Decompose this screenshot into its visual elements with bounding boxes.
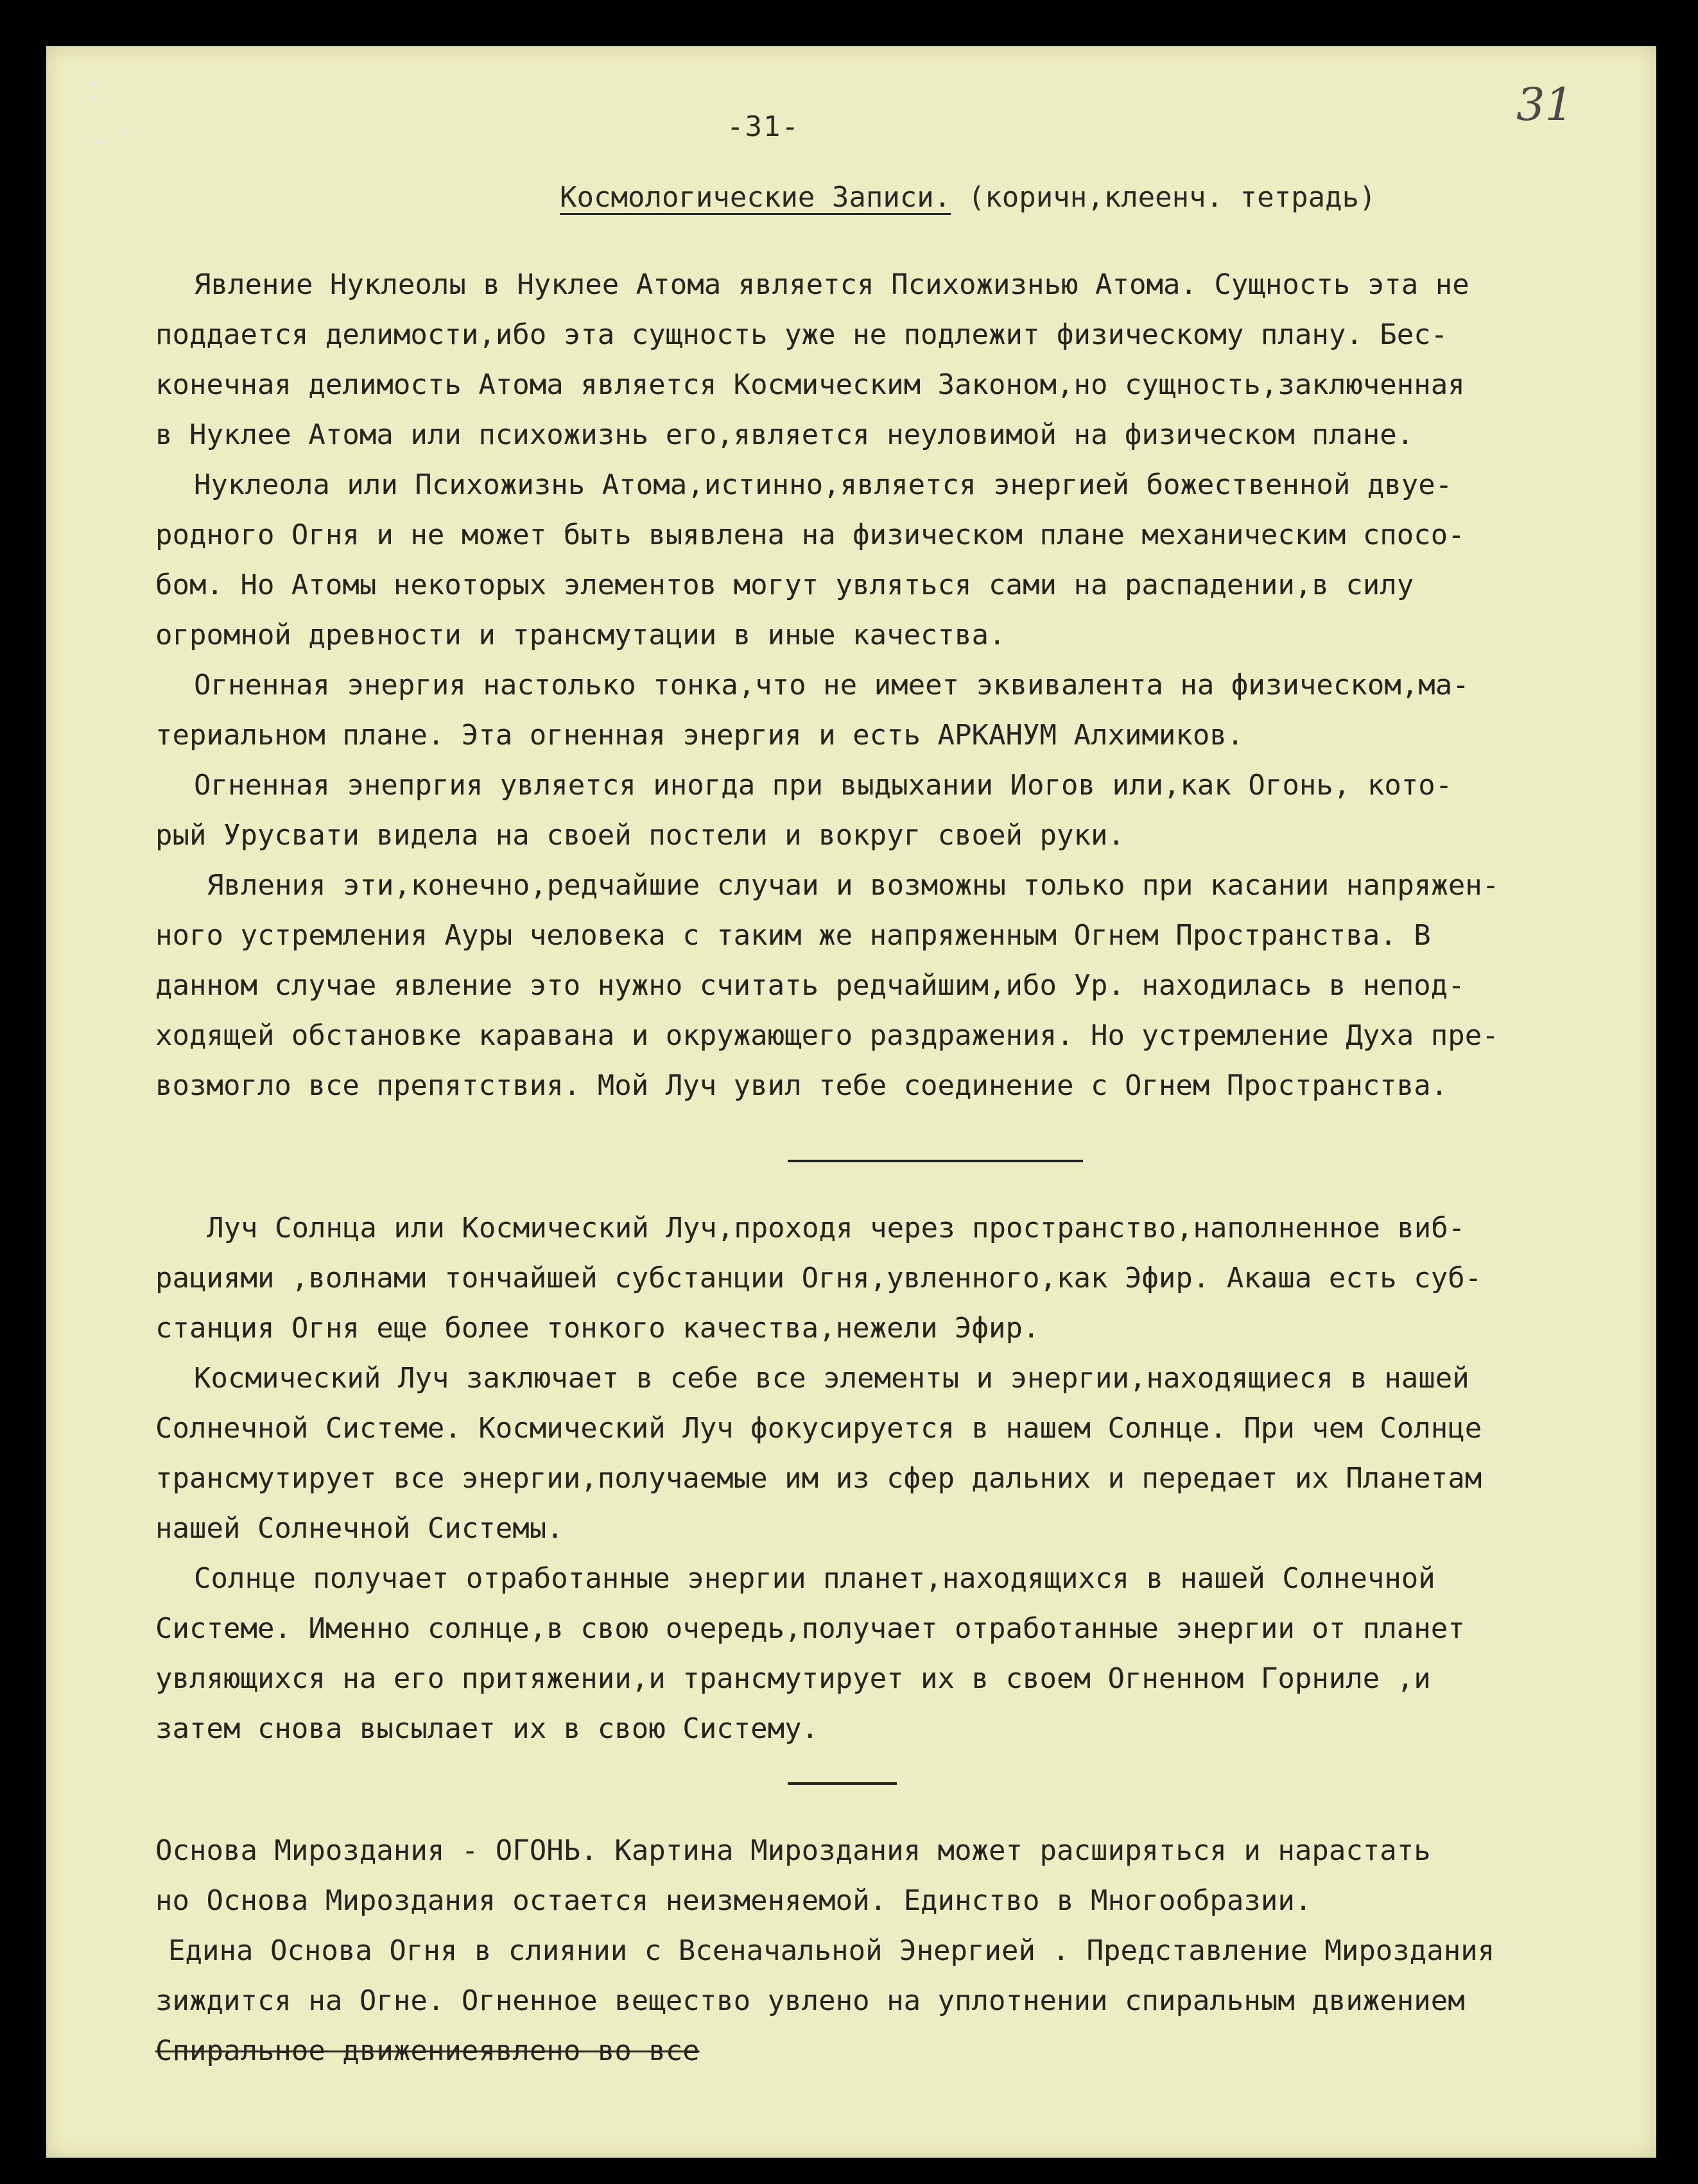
struck-text: Спиральное движение xyxy=(155,2034,479,2067)
text-line: трансмутирует все энергии,получаемые им из сфер дальних и передает их Планетам xyxy=(155,1462,1482,1495)
text-line: Огненная энергия настолько тонка,что не имеет эквивалента на физическом,ма- xyxy=(194,669,1469,701)
section-divider xyxy=(788,1160,1083,1162)
scan-dot xyxy=(98,139,103,144)
text-line: ного устремления Ауры человека с таким же напряженным Огнем Пространства. В xyxy=(155,919,1431,952)
document-page xyxy=(46,46,1656,2158)
scan-dot xyxy=(91,82,96,87)
title-note: (коричн,клеенч. тетрадь) xyxy=(967,181,1376,214)
page-number: -31- xyxy=(727,110,800,143)
text-line: станция Огня еще более тонкого качества,нежели Эфир. xyxy=(155,1312,1040,1345)
text-line: Солнце получает отработанные энергии планет,находящихся в нашей Солнечной xyxy=(194,1562,1435,1595)
text-line: нашей Солнечной Системы. xyxy=(155,1512,564,1545)
document-title xyxy=(560,181,1376,214)
text-line: Огненная энепргия увляется иногда при выдыхании Иогов или,как Огонь, кото- xyxy=(194,769,1453,802)
text-line: Основа Мироздания - ОГОНЬ. Картина Мироздания может расширяться и нарастать xyxy=(155,1834,1431,1867)
text-line: Едина Основа Огня в слиянии с Всеначальной Энергией . Представление Мироздания xyxy=(168,1934,1495,1967)
text-line: увляющихся на его притяжении,и трансмутирует их в своем Огненном Горниле ,и xyxy=(155,1662,1431,1695)
text-line: возмогло все препятствия. Мой Луч увил тебе соединение с Огнем Пространства. xyxy=(155,1069,1448,1102)
text-line: Космический Луч заключает в себе все элементы и энергии,находящиеся в нашей xyxy=(194,1362,1469,1395)
text-line: Явление Нуклеолы в Нуклее Атома является Психожизнью Атома. Сущность эта не xyxy=(194,268,1469,301)
text-line: Нуклеола или Психожизнь Атома,истинно,является энергией божественной двуе- xyxy=(194,469,1453,501)
text-line: в Нуклее Атома или психожизнь его,является неуловимой на физическом плане. xyxy=(155,418,1414,451)
archive-number: 31 xyxy=(1516,78,1574,131)
text-line: но Основа Мироздания остается неизменяемой. Единство в Многообразии. xyxy=(155,1884,1312,1917)
section-divider xyxy=(788,1782,897,1785)
title-main: Космологические Записи. xyxy=(560,181,951,214)
text-line: рациями ,волнами тончайшей субстанции Огня,увленного,как Эфир. Акаша есть суб- xyxy=(155,1262,1482,1294)
text-line: Системе. Именно солнце,в свою очередь,получает отработанные энергии от планет xyxy=(155,1612,1465,1645)
text-line: родного Огня и не может быть выявлена на физическом плане механическим спосо- xyxy=(155,519,1465,551)
struck-text-tail: явлено во все xyxy=(478,2034,700,2067)
text-line: Луч Солнца или Космический Луч,проходя через пространство,наполненное виб- xyxy=(207,1212,1466,1244)
text-line: конечная делимость Атома является Космическим Законом,но сущность,заключенная xyxy=(155,368,1465,401)
text-line: огромной древности и трансмутации в иные качества. xyxy=(155,619,1006,651)
text-line: териальном плане. Эта огненная энергия и есть АРКАНУМ Алхимиков. xyxy=(155,719,1244,752)
scan-dot xyxy=(91,94,96,99)
text-line: затем снова высылает их в свою Систему. xyxy=(155,1712,819,1745)
struck-line xyxy=(155,2034,700,2067)
text-line: рый Урусвати видела на своей постели и вокруг своей руки. xyxy=(155,819,1125,852)
text-line: Явления эти,конечно,редчайшие случаи и возможны только при касании напряжен- xyxy=(207,869,1500,902)
scan-dot xyxy=(120,130,125,135)
text-line: Солнечной Системе. Космический Луч фокусируется в нашем Солнце. При чем Солнце xyxy=(155,1412,1482,1445)
text-line: ходящей обстановке каравана и окружающего раздражения. Но устремление Духа пре- xyxy=(155,1019,1499,1052)
text-line: поддается делимости,ибо эта сущность уже не подлежит физическому плану. Бес- xyxy=(155,318,1448,351)
text-line: зиждится на Огне. Огненное вещество увлено на уплотнении спиральным движением xyxy=(155,1984,1465,2017)
text-line: данном случае явление это нужно считать редчайшим,ибо Ур. находилась в непод- xyxy=(155,969,1465,1002)
text-line: бом. Но Атомы некоторых элементов могут увляться сами на распадении,в силу xyxy=(155,569,1414,601)
